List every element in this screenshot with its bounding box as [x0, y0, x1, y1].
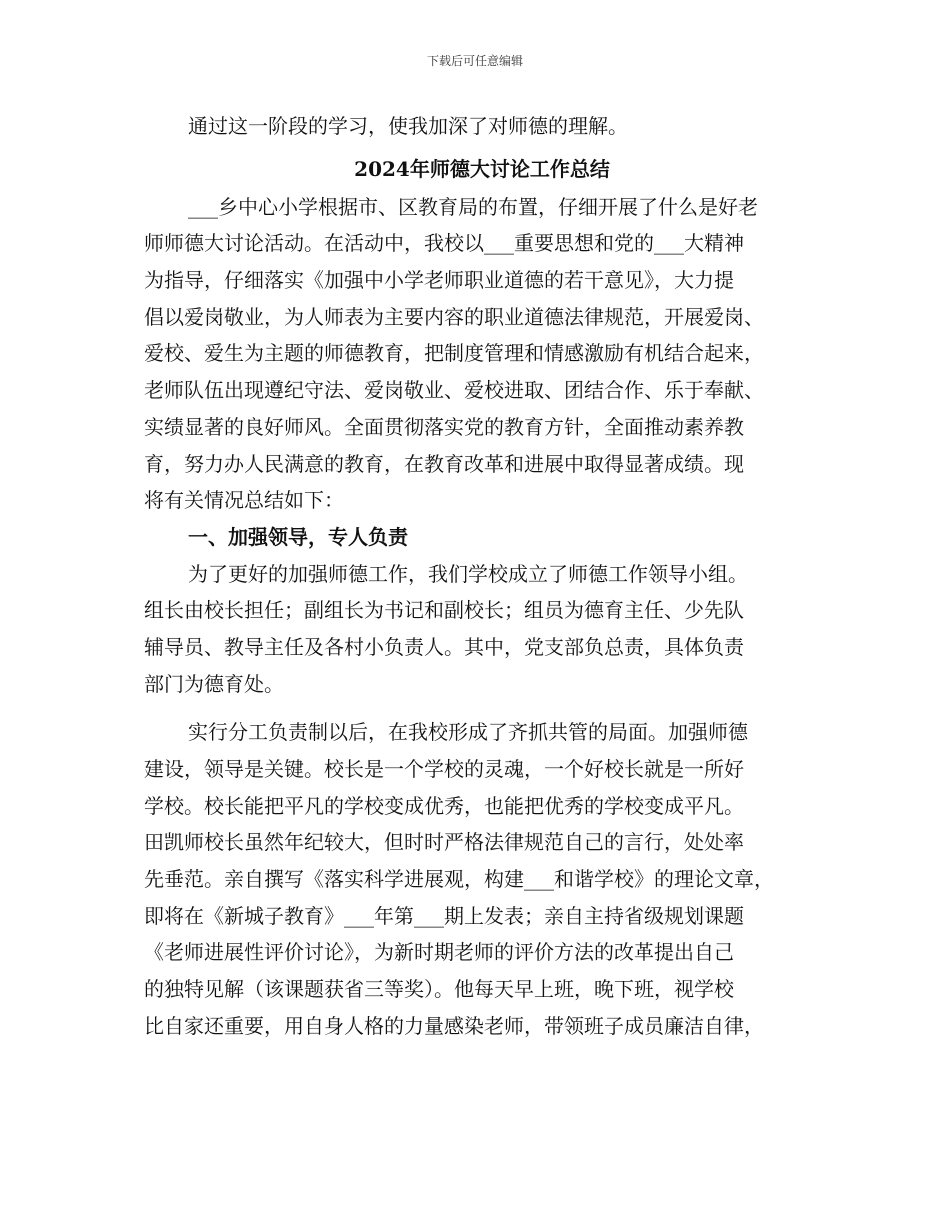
- paragraph-line: 为指导，仔细落实《加强中小学老师职业道德的若干意见》，大力提: [144, 268, 734, 293]
- paragraph-line: 的独特见解（该课题获省三等奖）。他每天早上班，晚下班，视学校: [144, 977, 734, 1002]
- paragraph-line: 实绩显著的良好师风。全面贯彻落实党的教育方针，全面推动素养教: [144, 414, 744, 439]
- paragraph-line: 田凯师校长虽然年纪较大，但时时严格法律规范自己的言行，处处率: [144, 830, 744, 855]
- paragraph-line: 建设，领导是关键。校长是一个学校的灵魂，一个好校长就是一所好: [144, 757, 744, 781]
- section-heading: 一、加强领导，专人负责: [188, 524, 408, 549]
- paragraph-line: 爱校、爱生为主题的师德教育，把制度管理和情感激励有机结合起来，: [144, 341, 764, 366]
- paragraph-line: 老师队伍出现遵纪守法、爱岗敬业、爱校进取、团结合作、乐于奉献、: [144, 378, 764, 403]
- document-body: [144, 108, 820, 1045]
- page-header: 下载后可任意编辑: [426, 54, 523, 68]
- paragraph-line: 学校。校长能把平凡的学校变成优秀，也能把优秀的学校变成平凡。: [144, 793, 744, 818]
- paragraph-line: 先垂范。亲自撰写《落实科学进展观，构建___和谐学校》的理论文章，: [144, 867, 774, 892]
- paragraph-line: 《老师进展性评价讨论》，为新时期老师的评价方法的改革提出自己: [144, 940, 734, 965]
- paragraph-line: 通过这一阶段的学习，使我加深了对师德的理解。: [188, 114, 628, 138]
- paragraph-line: 组长由校长担任；副组长为书记和副校长；组员为德育主任、少先队: [144, 598, 744, 623]
- paragraph-line: 倡以爱岗敬业，为人师表为主要内容的职业道德法律规范，开展爱岗、: [144, 304, 764, 329]
- paragraph-line: 师师德大讨论活动。在活动中，我校以___重要思想和党的___大精神: [144, 231, 744, 256]
- paragraph-line: 部门为德育处。: [144, 671, 284, 696]
- paragraph-line: 实行分工负责制以后，在我校形成了齐抓共管的局面。加强师德: [188, 720, 748, 745]
- paragraph-line: 育，努力办人民满意的教育，在教育改革和进展中取得显著成绩。现: [144, 451, 744, 476]
- paragraph-line: 即将在《新城子教育》___年第___期上发表；亲自主持省级规划课题: [144, 903, 744, 928]
- paragraph-line: 辅导员、教导主任及各村小负责人。其中，党支部负总责，具体负责: [144, 634, 744, 659]
- paragraph-line: 为了更好的加强师德工作，我们学校成立了师德工作领导小组。: [188, 561, 748, 586]
- paragraph-line: ___乡中心小学根据市、区教育局的布置，仔细开展了什么是好老: [188, 194, 758, 219]
- paragraph-line: 比自家还重要，用自身人格的力量感染老师，带领班子成员廉洁自律，: [144, 1013, 764, 1038]
- document-title: 2024年师德大讨论工作总结: [354, 156, 610, 181]
- paragraph-line: 将有关情况总结如下：: [144, 488, 344, 513]
- paragraph-gap: [144, 702, 820, 714]
